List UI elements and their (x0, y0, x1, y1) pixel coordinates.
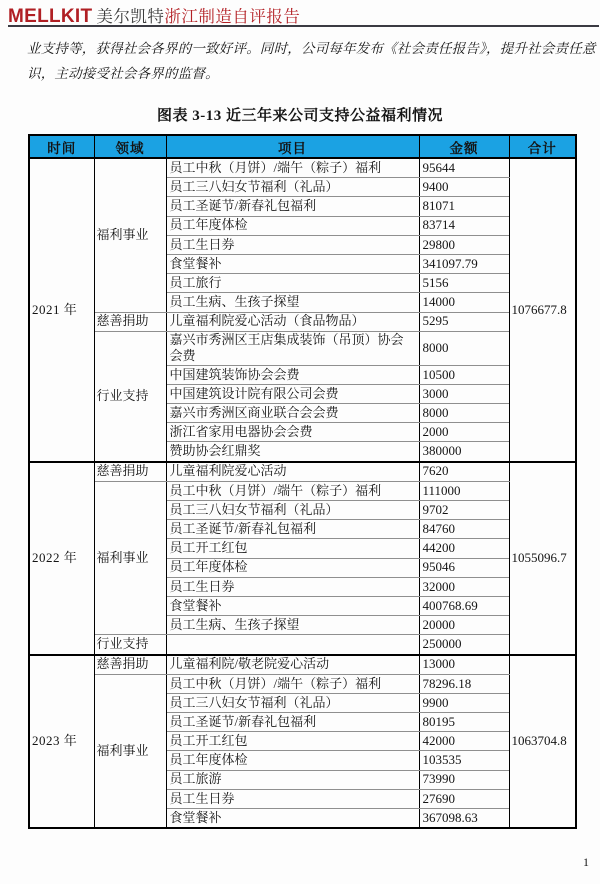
table-row (29, 331, 576, 365)
project-cell: 员工生病、生孩子探望 (166, 293, 419, 312)
project-cell: 员工中秋（月饼）/端午（粽子）福利 (166, 674, 419, 693)
project-cell: 中国建筑设计院有限公司会费 (166, 384, 419, 403)
project-cell: 员工开工红包 (166, 732, 419, 751)
amount-cell: 5156 (419, 274, 509, 293)
amount-cell: 80195 (419, 713, 509, 732)
project-cell: 员工年度体检 (166, 558, 419, 577)
project-cell: 员工生日券 (166, 789, 419, 808)
project-cell: 员工年度体检 (166, 751, 419, 770)
amount-cell: 2000 (419, 423, 509, 442)
field-cell: 慈善捐助 (94, 655, 166, 675)
table-row (29, 674, 576, 693)
column-header-time: 时间 (29, 135, 94, 158)
body-paragraph (27, 36, 596, 86)
project-cell: 员工年度体检 (166, 216, 419, 235)
project-cell: 嘉兴市秀洲区王店集成装饰（吊顶）协会会费 (166, 331, 419, 365)
field-cell: 福利事业 (94, 158, 166, 312)
total-cell: 1063704.8 (509, 655, 576, 829)
amount-cell: 95046 (419, 558, 509, 577)
amount-cell: 42000 (419, 732, 509, 751)
amount-cell: 5295 (419, 312, 509, 331)
project-cell: 嘉兴市秀洲区商业联合会会费 (166, 404, 419, 423)
table-row (29, 312, 576, 331)
year-cell: 2023 年 (29, 655, 94, 829)
figure-title: 图表 3-13 近三年来公司支持公益福利情况 (157, 108, 443, 124)
table-row (29, 481, 576, 500)
total-cell: 1076677.8 (509, 158, 576, 462)
table-row (29, 635, 576, 655)
project-cell: 员工圣诞节/新春礼包福利 (166, 713, 419, 732)
amount-cell: 111000 (419, 481, 509, 500)
brand-name-cn: 美尔凯特 (96, 7, 165, 26)
amount-cell: 32000 (419, 577, 509, 596)
project-cell: 员工三八妇女节福利（礼品） (166, 693, 419, 712)
amount-cell: 81071 (419, 197, 509, 216)
amount-cell: 84760 (419, 520, 509, 539)
amount-cell: 95644 (419, 158, 509, 178)
project-cell: 食堂餐补 (166, 809, 419, 829)
amount-cell: 9702 (419, 501, 509, 520)
amount-cell: 44200 (419, 539, 509, 558)
table-row (29, 158, 576, 178)
table-header-row (29, 135, 576, 158)
amount-cell: 9400 (419, 178, 509, 197)
total-cell: 1055096.7 (509, 462, 576, 655)
amount-cell: 10500 (419, 365, 509, 384)
column-header-amount: 金额 (419, 135, 509, 158)
project-cell: 员工旅行 (166, 274, 419, 293)
amount-cell: 9900 (419, 693, 509, 712)
project-cell: 中国建筑装饰协会会费 (166, 365, 419, 384)
field-cell: 福利事业 (94, 481, 166, 635)
project-cell: 员工生日券 (166, 577, 419, 596)
project-cell: 员工圣诞节/新春礼包福利 (166, 520, 419, 539)
amount-cell: 78296.18 (419, 674, 509, 693)
page-number: 1 (583, 855, 589, 869)
field-cell: 行业支持 (94, 331, 166, 461)
field-cell: 福利事业 (94, 674, 166, 828)
amount-cell: 250000 (419, 635, 509, 655)
amount-cell: 14000 (419, 293, 509, 312)
project-cell: 员工三八妇女节福利（礼品） (166, 178, 419, 197)
amount-cell: 83714 (419, 216, 509, 235)
amount-cell: 341097.79 (419, 254, 509, 273)
project-cell: 员工生日券 (166, 235, 419, 254)
project-cell: 浙江省家用电器协会会费 (166, 423, 419, 442)
year-cell: 2022 年 (29, 462, 94, 655)
header-rule (8, 25, 599, 27)
field-cell: 慈善捐助 (94, 312, 166, 331)
project-cell: 员工生病、生孩子探望 (166, 616, 419, 635)
amount-cell: 380000 (419, 442, 509, 462)
amount-cell: 7620 (419, 462, 509, 482)
table-row (29, 655, 576, 675)
paragraph-line: 业支持等，获得社会各界的一致好评。同时，公司每年发布《社会责任报告》，提升社会责任意 (27, 41, 596, 56)
project-cell: 儿童福利院爱心活动（食品物品） (166, 312, 419, 331)
amount-cell: 20000 (419, 616, 509, 635)
field-cell: 行业支持 (94, 635, 166, 655)
brand-logo: MELLKIT (8, 6, 93, 27)
project-cell: 员工三八妇女节福利（礼品） (166, 501, 419, 520)
amount-cell: 27690 (419, 789, 509, 808)
amount-cell: 8000 (419, 331, 509, 365)
table-row (29, 462, 576, 482)
paragraph-line: 识，主动接受社会各界的监督。 (27, 66, 219, 81)
column-header-total: 合计 (509, 135, 576, 158)
project-cell: 赞助协会红鼎奖 (166, 442, 419, 462)
project-cell: 食堂餐补 (166, 596, 419, 615)
amount-cell: 367098.63 (419, 809, 509, 829)
amount-cell: 103535 (419, 751, 509, 770)
project-cell (166, 635, 419, 655)
project-cell: 儿童福利院/敬老院爱心活动 (166, 655, 419, 675)
project-cell: 食堂餐补 (166, 254, 419, 273)
field-cell: 慈善捐助 (94, 462, 166, 482)
column-header-field: 领域 (94, 135, 166, 158)
amount-cell: 400768.69 (419, 596, 509, 615)
report-title: 浙江制造自评报告 (164, 7, 301, 26)
welfare-table (28, 134, 577, 829)
amount-cell: 13000 (419, 655, 509, 675)
project-cell: 儿童福利院爱心活动 (166, 462, 419, 482)
year-cell: 2021 年 (29, 158, 94, 462)
project-cell: 员工中秋（月饼）/端午（粽子）福利 (166, 481, 419, 500)
project-cell: 员工圣诞节/新春礼包福利 (166, 197, 419, 216)
project-cell: 员工开工红包 (166, 539, 419, 558)
amount-cell: 8000 (419, 404, 509, 423)
project-cell: 员工中秋（月饼）/端午（粽子）福利 (166, 158, 419, 178)
amount-cell: 3000 (419, 384, 509, 403)
amount-cell: 73990 (419, 770, 509, 789)
amount-cell: 29800 (419, 235, 509, 254)
column-header-project: 项目 (166, 135, 419, 158)
project-cell: 员工旅游 (166, 770, 419, 789)
